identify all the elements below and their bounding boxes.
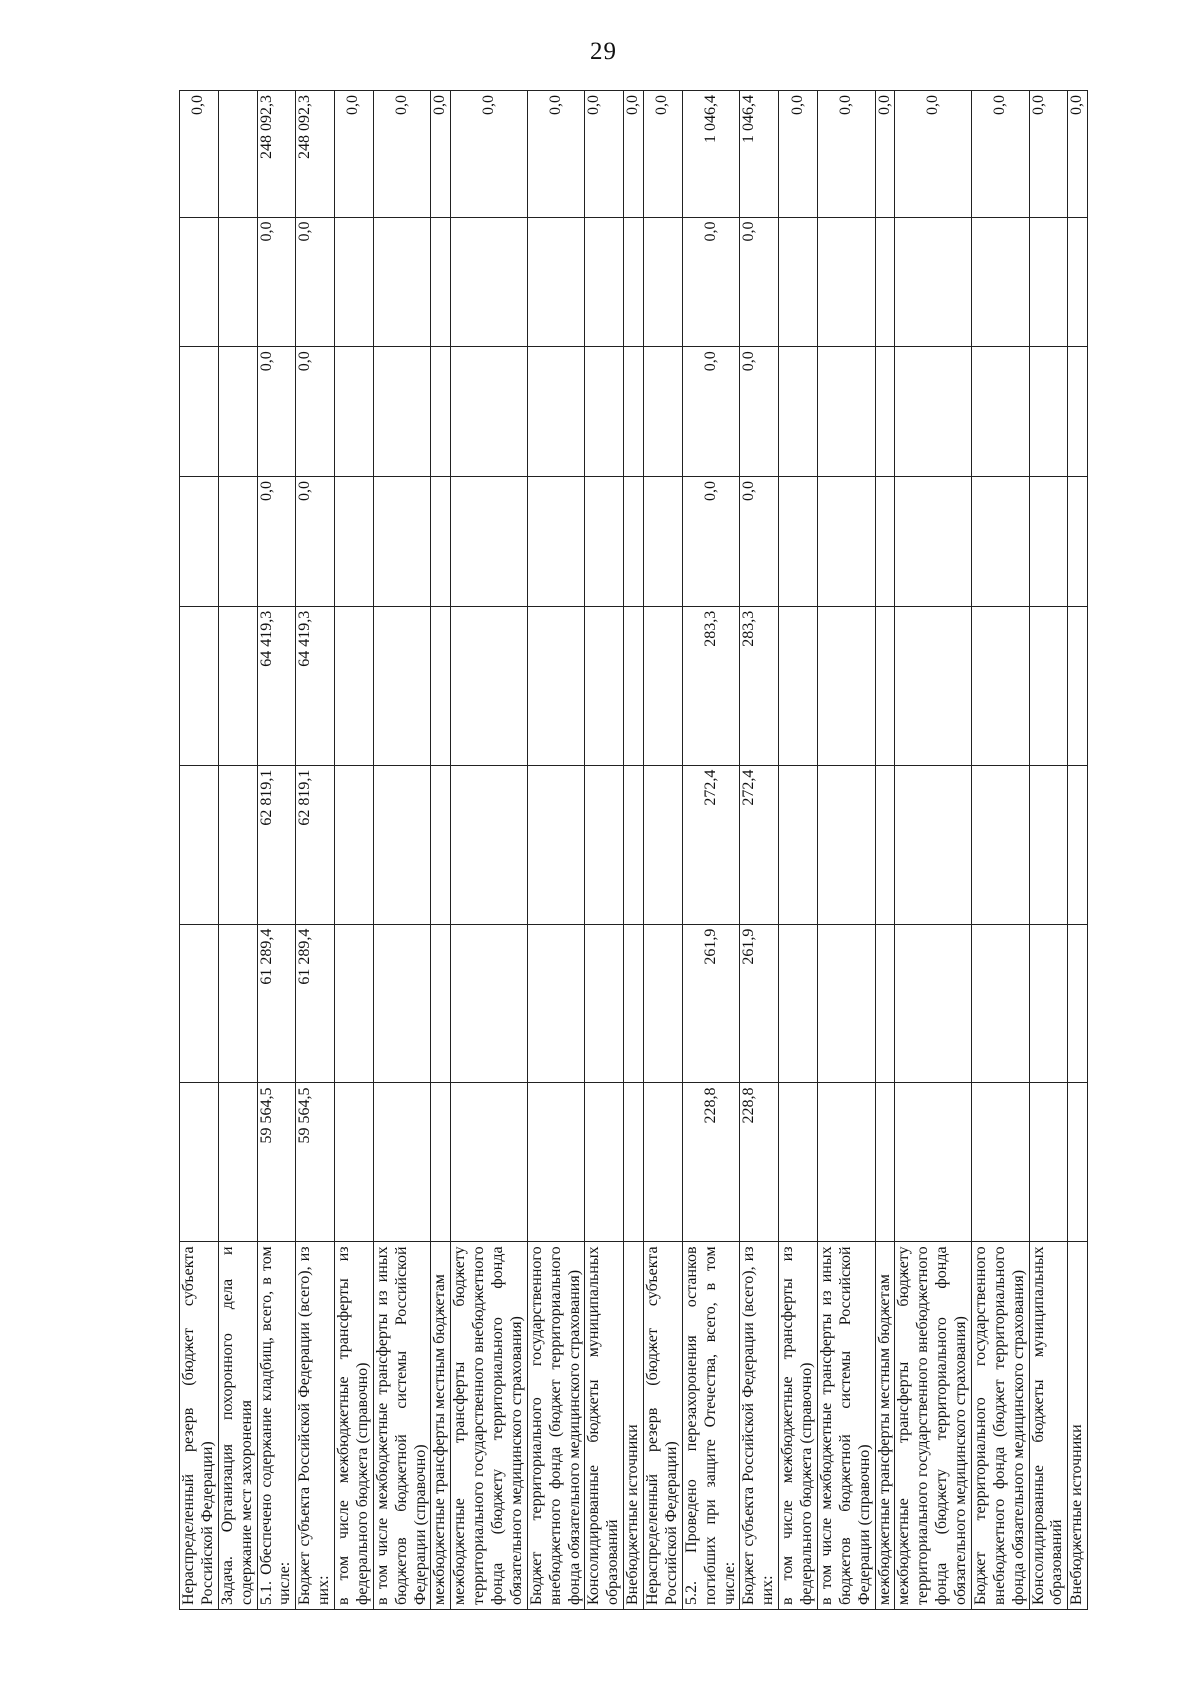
value-cell: 0,0 — [682, 347, 740, 477]
row-label: Бюджет территориального государственного внебюджетного фонда (бюджет территориального фонда обязательного медицинского страхования) — [971, 1242, 1029, 1610]
value-cell — [644, 347, 683, 477]
value-cell — [895, 347, 972, 477]
value-cell: 261,9 — [740, 924, 779, 1083]
value-cell — [895, 606, 972, 765]
value-cell — [624, 924, 644, 1083]
table-row — [373, 91, 431, 1610]
value-cell — [373, 924, 431, 1083]
value-cell: 64 419,3 — [257, 606, 296, 765]
value-cell — [180, 924, 219, 1083]
table-row — [1029, 91, 1068, 1610]
value-cell — [180, 606, 219, 765]
row-label: межбюджетные трансферты бюджету территориального государственного внебюджетного фонда (бюджету территориального фонда обязательного медицинского страхования) — [451, 1242, 528, 1610]
value-cell — [1068, 217, 1088, 347]
row-label: 5.1. Обеспечено содержание кладбищ, всего, в том числе: — [257, 1242, 296, 1610]
value-cell — [817, 1083, 875, 1242]
value-cell — [335, 1083, 374, 1242]
value-cell — [1068, 924, 1088, 1083]
value-cell — [779, 347, 818, 477]
value-cell — [451, 217, 528, 347]
table-row — [1068, 91, 1088, 1610]
value-cell: 0,0 — [1068, 91, 1088, 218]
value-cell — [817, 765, 875, 924]
value-cell — [431, 477, 451, 607]
value-cell: 64 419,3 — [296, 606, 335, 765]
value-cell — [373, 347, 431, 477]
value-cell: 0,0 — [585, 91, 624, 218]
value-cell — [373, 217, 431, 347]
value-cell: 0,0 — [1029, 91, 1068, 218]
value-cell — [1029, 924, 1068, 1083]
row-label: Бюджет территориального государственного внебюджетного фонда (бюджет территориального фонда обязательного медицинского страхования) — [527, 1242, 585, 1610]
row-label: межбюджетные трансферты местным бюджетам — [431, 1242, 451, 1610]
value-cell — [451, 477, 528, 607]
value-cell: 272,4 — [740, 765, 779, 924]
value-cell — [585, 606, 624, 765]
value-cell — [218, 765, 257, 924]
value-cell: 0,0 — [644, 91, 683, 218]
value-cell: 0,0 — [624, 91, 644, 218]
page-number: 29 — [590, 38, 617, 65]
value-cell — [335, 217, 374, 347]
value-cell — [1068, 765, 1088, 924]
table-body — [180, 91, 1088, 1610]
value-cell — [624, 217, 644, 347]
value-cell — [895, 477, 972, 607]
value-cell — [875, 477, 895, 607]
value-cell: 0,0 — [257, 347, 296, 477]
value-cell: 1 046,4 — [740, 91, 779, 218]
value-cell: 0,0 — [779, 91, 818, 218]
row-label: Задача. Организация похоронного дела и содержание мест захоронения — [218, 1242, 257, 1610]
table-row — [644, 91, 683, 1610]
row-label: Консолидированные бюджеты муниципальных образований — [585, 1242, 624, 1610]
value-cell: 59 564,5 — [257, 1083, 296, 1242]
row-label: Внебюджетные источники — [1068, 1242, 1088, 1610]
value-cell — [1029, 1083, 1068, 1242]
value-cell — [1068, 606, 1088, 765]
value-cell — [585, 217, 624, 347]
budget-table — [179, 90, 1088, 1610]
value-cell — [817, 924, 875, 1083]
value-cell — [335, 924, 374, 1083]
row-label: межбюджетные трансферты бюджету территориального государственного внебюджетного фонда (бюджету территориального фонда обязательного медицинского страхования) — [895, 1242, 972, 1610]
value-cell — [971, 924, 1029, 1083]
table-row — [895, 91, 972, 1610]
value-cell: 0,0 — [682, 477, 740, 607]
value-cell: 283,3 — [682, 606, 740, 765]
value-cell: 248 092,3 — [296, 91, 335, 218]
value-cell: 0,0 — [257, 217, 296, 347]
value-cell — [180, 1083, 219, 1242]
value-cell — [875, 606, 895, 765]
value-cell — [180, 765, 219, 924]
value-cell — [180, 477, 219, 607]
value-cell — [585, 477, 624, 607]
value-cell — [895, 217, 972, 347]
value-cell: 61 289,4 — [257, 924, 296, 1083]
table-row — [296, 91, 335, 1610]
value-cell — [779, 765, 818, 924]
value-cell — [527, 765, 585, 924]
table-row — [817, 91, 875, 1610]
value-cell: 0,0 — [682, 217, 740, 347]
value-cell — [431, 924, 451, 1083]
value-cell — [451, 765, 528, 924]
value-cell — [218, 924, 257, 1083]
value-cell — [875, 217, 895, 347]
value-cell — [1029, 347, 1068, 477]
value-cell — [335, 347, 374, 477]
value-cell — [779, 477, 818, 607]
value-cell — [451, 1083, 528, 1242]
value-cell: 0,0 — [740, 347, 779, 477]
table-row — [585, 91, 624, 1610]
value-cell: 0,0 — [373, 91, 431, 218]
row-label: Консолидированные бюджеты муниципальных образований — [1029, 1242, 1068, 1610]
value-cell: 272,4 — [682, 765, 740, 924]
value-cell — [817, 217, 875, 347]
value-cell — [585, 1083, 624, 1242]
value-cell — [431, 765, 451, 924]
row-label: Бюджет субъекта Российской Федерации (всего), из них: — [740, 1242, 779, 1610]
table-row — [257, 91, 296, 1610]
value-cell — [779, 217, 818, 347]
table-row — [779, 91, 818, 1610]
value-cell: 283,3 — [740, 606, 779, 765]
row-label: межбюджетные трансферты местным бюджетам — [875, 1242, 895, 1610]
value-cell — [624, 477, 644, 607]
row-label: Бюджет субъекта Российской Федерации (всего), из них: — [296, 1242, 335, 1610]
value-cell: 0,0 — [431, 91, 451, 218]
value-cell — [335, 477, 374, 607]
value-cell: 228,8 — [740, 1083, 779, 1242]
value-cell — [180, 347, 219, 477]
table-row — [682, 91, 740, 1610]
value-cell — [218, 91, 257, 218]
value-cell — [971, 347, 1029, 477]
value-cell — [817, 347, 875, 477]
value-cell — [431, 347, 451, 477]
table-row — [740, 91, 779, 1610]
table-row — [875, 91, 895, 1610]
value-cell: 62 819,1 — [257, 765, 296, 924]
value-cell — [644, 924, 683, 1083]
value-cell: 0,0 — [817, 91, 875, 218]
value-cell — [624, 765, 644, 924]
value-cell — [218, 1083, 257, 1242]
value-cell — [644, 606, 683, 765]
table-row — [180, 91, 219, 1610]
value-cell — [431, 217, 451, 347]
value-cell — [644, 765, 683, 924]
value-cell — [779, 606, 818, 765]
value-cell — [451, 606, 528, 765]
value-cell: 0,0 — [895, 91, 972, 218]
row-label: в том числе межбюджетные трансферты из иных бюджетов бюджетной системы Российской Федерации (справочно) — [817, 1242, 875, 1610]
value-cell: 0,0 — [527, 91, 585, 218]
row-label: Внебюджетные источники — [624, 1242, 644, 1610]
value-cell — [585, 924, 624, 1083]
value-cell — [895, 1083, 972, 1242]
value-cell — [971, 606, 1029, 765]
value-cell — [779, 924, 818, 1083]
value-cell — [218, 606, 257, 765]
value-cell — [971, 1083, 1029, 1242]
value-cell — [971, 477, 1029, 607]
table-row — [451, 91, 528, 1610]
value-cell — [527, 477, 585, 607]
table-row — [971, 91, 1029, 1610]
row-label: 5.2. Проведено перезахоронения останков погибших при защите Отечества, всего, в том числе: — [682, 1242, 740, 1610]
value-cell — [875, 765, 895, 924]
value-cell: 261,9 — [682, 924, 740, 1083]
value-cell — [585, 347, 624, 477]
value-cell — [817, 606, 875, 765]
value-cell — [624, 347, 644, 477]
value-cell — [1068, 1083, 1088, 1242]
value-cell: 62 819,1 — [296, 765, 335, 924]
value-cell — [218, 347, 257, 477]
value-cell — [527, 217, 585, 347]
value-cell — [527, 924, 585, 1083]
value-cell — [875, 347, 895, 477]
table-row — [335, 91, 374, 1610]
value-cell — [875, 924, 895, 1083]
value-cell: 0,0 — [180, 91, 219, 218]
value-cell: 0,0 — [451, 91, 528, 218]
value-cell — [624, 606, 644, 765]
value-cell: 0,0 — [335, 91, 374, 218]
value-cell — [451, 347, 528, 477]
table-row — [218, 91, 257, 1610]
value-cell — [527, 347, 585, 477]
value-cell — [373, 606, 431, 765]
value-cell: 0,0 — [296, 347, 335, 477]
table-row — [431, 91, 451, 1610]
value-cell — [971, 765, 1029, 924]
value-cell — [451, 924, 528, 1083]
value-cell — [779, 1083, 818, 1242]
value-cell: 0,0 — [740, 217, 779, 347]
value-cell: 228,8 — [682, 1083, 740, 1242]
value-cell — [1029, 217, 1068, 347]
value-cell — [527, 606, 585, 765]
value-cell — [180, 217, 219, 347]
row-label: в том числе межбюджетные трансферты из федерального бюджета (справочно) — [779, 1242, 818, 1610]
value-cell: 0,0 — [257, 477, 296, 607]
value-cell — [644, 477, 683, 607]
value-cell: 0,0 — [875, 91, 895, 218]
row-label: в том числе межбюджетные трансферты из иных бюджетов бюджетной системы Российской Федерации (справочно) — [373, 1242, 431, 1610]
value-cell — [431, 1083, 451, 1242]
value-cell: 0,0 — [971, 91, 1029, 218]
value-cell: 59 564,5 — [296, 1083, 335, 1242]
row-label: Нераспределенный резерв (бюджет субъекта Российской Федерации) — [180, 1242, 219, 1610]
row-label: Нераспределенный резерв (бюджет субъекта Российской Федерации) — [644, 1242, 683, 1610]
value-cell — [335, 606, 374, 765]
table-row — [624, 91, 644, 1610]
value-cell — [817, 477, 875, 607]
value-cell — [875, 1083, 895, 1242]
value-cell — [585, 765, 624, 924]
value-cell — [373, 1083, 431, 1242]
value-cell — [218, 477, 257, 607]
value-cell — [644, 217, 683, 347]
value-cell: 248 092,3 — [257, 91, 296, 218]
value-cell — [373, 477, 431, 607]
value-cell — [1068, 347, 1088, 477]
table-row — [527, 91, 585, 1610]
row-label: в том числе межбюджетные трансферты из федерального бюджета (справочно) — [335, 1242, 374, 1610]
value-cell — [218, 217, 257, 347]
value-cell: 0,0 — [296, 217, 335, 347]
value-cell — [971, 217, 1029, 347]
value-cell: 1 046,4 — [682, 91, 740, 218]
value-cell — [527, 1083, 585, 1242]
value-cell: 0,0 — [296, 477, 335, 607]
value-cell — [1029, 606, 1068, 765]
value-cell — [373, 765, 431, 924]
value-cell — [1068, 477, 1088, 607]
budget-table-container — [179, 90, 1089, 1610]
value-cell: 61 289,4 — [296, 924, 335, 1083]
value-cell — [1029, 477, 1068, 607]
value-cell — [644, 1083, 683, 1242]
value-cell — [1029, 765, 1068, 924]
value-cell — [895, 765, 972, 924]
value-cell — [624, 1083, 644, 1242]
value-cell — [431, 606, 451, 765]
value-cell — [895, 924, 972, 1083]
value-cell: 0,0 — [740, 477, 779, 607]
value-cell — [335, 765, 374, 924]
